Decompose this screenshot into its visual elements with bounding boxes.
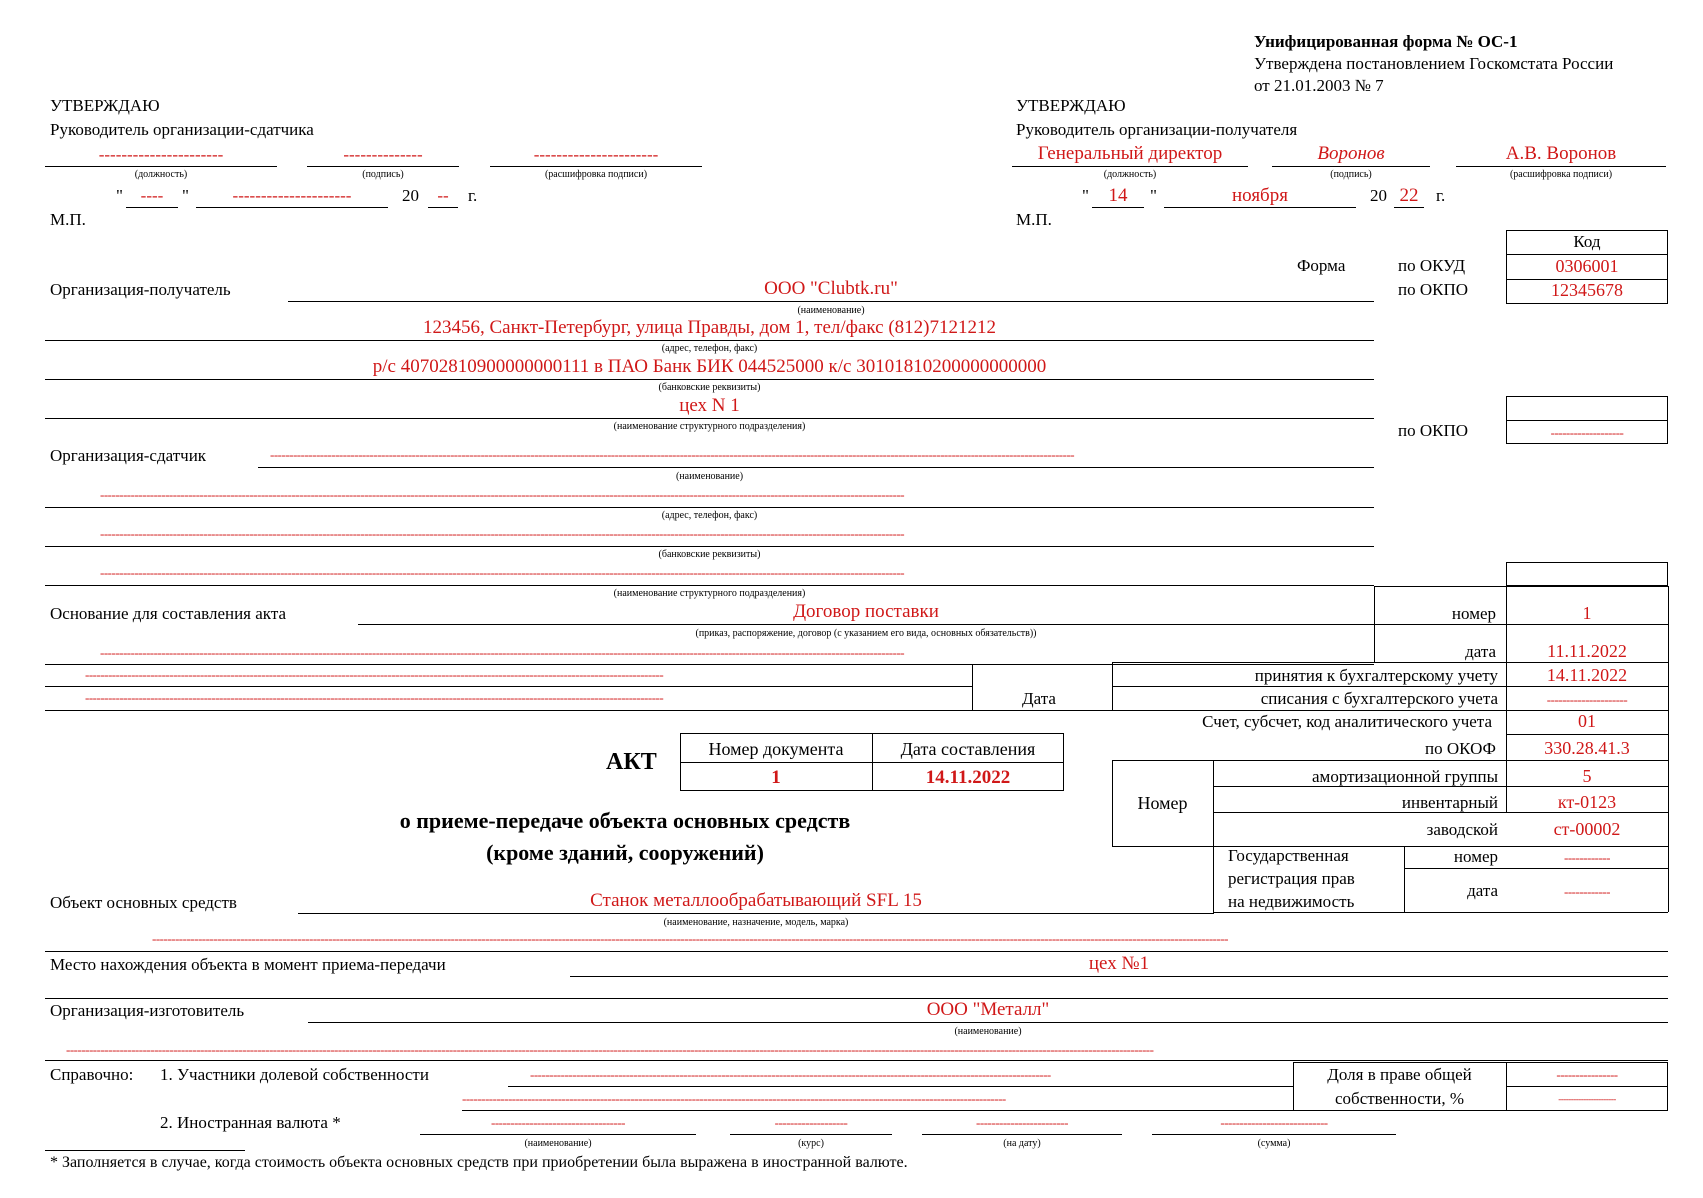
approve-right-position[interactable]: Генеральный директор [1037,143,1223,164]
okud-value[interactable]: 0306001 [1555,256,1619,276]
okpo-label: по ОКПО [1398,280,1469,299]
caption: (наименование) [797,305,865,316]
account-label: Счет, субсчет, код аналитического учета [1202,712,1492,731]
receiver-bank[interactable]: р/с 40702810900000000111 в ПАО Банк БИК 044525000 к/с 30101810200000000000 [372,356,1047,377]
okof-value[interactable]: 330.28.41.3 [1544,738,1630,758]
share-line-1: Доля в праве общей [1327,1065,1472,1084]
receiver-dept[interactable]: цех N 1 [679,395,740,416]
year-suffix: г. [1436,186,1446,205]
approve-right-cap-position: (должность) [1103,169,1157,180]
location-label: Место нахождения объекта в момент приема-передачи [50,955,446,974]
quote-close: " [1150,186,1157,205]
currency-name[interactable]: ----------------------------------- [490,1116,626,1130]
approve-left-title: УТВЕРЖДАЮ [50,96,160,115]
quote-close: " [182,186,189,205]
reference-item1-dash1[interactable]: ---------------------------------------------------------------------------------------------------------------------------------------- [530,1068,1051,1082]
approve-left-subtitle: Руководитель организации-сдатчика [50,120,314,139]
approve-left-month[interactable]: --------------------- [232,186,352,205]
act-title-1: о приеме-передаче объекта основных средств [399,808,851,833]
empty-code-cell [1506,562,1668,586]
caption: (наименование, назначение, модель, марка) [663,917,849,928]
approve-right-signature[interactable]: Воронов [1317,143,1385,164]
sender-label: Организация-сдатчик [50,446,207,465]
sender-bank[interactable]: ------------------------------------------------------------------------------------------------------------------------------------------------------------------------------------------------------------------ [100,527,905,541]
receiver-name[interactable]: ООО "Clubtk.ru" [764,278,898,299]
gos-date[interactable]: ------------ [1564,885,1610,899]
quote-open: " [116,186,123,205]
reference-label: Справочно: [50,1065,134,1084]
doc-date-label: Дата составления [900,739,1036,759]
writeoff-label: списания с бухгалтерского учета [1260,689,1498,708]
approve-left-position[interactable]: ---------------------- [98,145,224,164]
inv-value[interactable]: кт-0123 [1557,792,1617,812]
sender-name[interactable]: ------------------------------------------------------------------------------------------------------------------------------------------------------------------------------------------------------------------ [270,448,1075,462]
okpo2-label: по ОКПО [1398,421,1469,440]
amort-label: амортизационной группы [1312,767,1498,786]
doc-date[interactable]: 14.11.2022 [925,767,1011,788]
object-dash[interactable]: ----------------------------------------------------------------------------------------------------------------------------------------------------------------------------------------------------------------------------------------------------------------------------------------- [152,932,1228,946]
gos-date-label: дата [1467,881,1498,900]
approve-left-mp: М.П. [50,210,86,229]
location-value[interactable]: цех №1 [1088,953,1150,974]
maker-dash[interactable]: -------------------------------------------------------------------------------------------------------------------------------------------------------------------------------------------------------------------------------------------------------------------------------------------- [66,1043,1154,1057]
caption: (сумма) [1257,1138,1291,1149]
approve-left-year[interactable]: -- [437,186,449,205]
basis-dash-left-1[interactable]: ------------------------------------------------------------------------------------------------------------------------------------------------------- [85,668,664,682]
approve-right-month[interactable]: ноября [1232,185,1288,206]
okpo-value[interactable]: 12345678 [1551,280,1623,300]
currency-rate[interactable]: ------------------- [774,1116,848,1130]
caption: (курс) [798,1138,824,1149]
amort-value[interactable]: 5 [1582,766,1592,786]
caption: (наименование структурного подразделения) [613,421,806,432]
doc-num-label: Номер документа [708,739,844,759]
sender-address[interactable]: ------------------------------------------------------------------------------------------------------------------------------------------------------------------------------------------------------------------ [100,488,905,502]
caption: (банковские реквизиты) [658,382,761,393]
gosreg-line-3: на недвижимость [1228,892,1355,911]
caption: (адрес, телефон, факс) [661,343,758,354]
basis-number-label: номер [1451,604,1496,623]
approve-right-title: УТВЕРЖДАЮ [1016,96,1126,115]
okof-label: по ОКОФ [1425,739,1496,758]
caption: (банковские реквизиты) [658,549,761,560]
maker-label: Организация-изготовитель [50,1001,245,1020]
approve-right-decoding[interactable]: А.В. Воронов [1505,143,1617,164]
approve-left-decoding[interactable]: ---------------------- [533,145,659,164]
share-line-2: собственности, % [1335,1089,1464,1108]
approve-right-cap-decoding: (расшифровка подписи) [1509,169,1613,180]
approve-right-subtitle: Руководитель организации-получателя [1016,120,1298,139]
inv-label: инвентарный [1401,793,1498,812]
act-title-2: (кроме зданий, сооружений) [486,840,764,865]
basis-label: Основание для составления акта [50,604,287,623]
share-value-1[interactable]: ---------------- [1556,1068,1618,1082]
approved-line-2: от 21.01.2003 № 7 [1254,76,1384,95]
approved-line-1: Утверждена постановлением Госкомстата России [1254,54,1614,73]
okpo2-value[interactable]: ------------------- [1550,426,1624,440]
act-word: АКТ [606,749,657,775]
caption: (приказ, распоряжение, договор (с указанием его вида, основных обязательств)) [695,628,1037,639]
year-prefix: 20 [1370,186,1387,205]
object-label: Объект основных средств [50,893,237,912]
basis-number[interactable]: 1 [1582,603,1592,623]
reference-item-1: 1. Участники долевой собственности [160,1065,429,1084]
caption: (наименование) [524,1138,592,1149]
approve-left-cap-decoding: (расшифровка подписи) [544,169,648,180]
gosreg-line-1: Государственная [1228,846,1349,865]
basis-dash-left-2[interactable]: ------------------------------------------------------------------------------------------------------------------------------------------------------- [85,691,664,705]
accept-label: принятия к бухгалтерскому учету [1254,666,1498,685]
currency-sum[interactable]: ---------------------------- [1220,1116,1328,1130]
receiver-label: Организация-получатель [50,280,231,299]
basis-dash-row[interactable]: ------------------------------------------------------------------------------------------------------------------------------------------------------------------------------------------------------------------ [100,646,905,660]
receiver-address[interactable]: 123456, Санкт-Петербург, улица Правды, дом 1, тел/факс (812)7121212 [422,317,997,338]
gos-number[interactable]: ------------ [1564,851,1610,865]
caption: (наименование) [954,1026,1022,1037]
okud-label: по ОКУД [1398,256,1466,275]
caption: (наименование структурного подразделения) [613,588,806,599]
dates-label: Дата [1022,689,1056,708]
approve-right-year[interactable]: 22 [1399,185,1419,206]
accept-date[interactable]: 14.11.2022 [1546,665,1628,685]
maker-value[interactable]: ООО "Металл" [926,999,1050,1020]
factory-value[interactable]: ст-00002 [1553,819,1621,839]
basis-date[interactable]: 11.11.2022 [1547,641,1627,661]
basis-value[interactable]: Договор поставки [793,601,939,622]
approve-left-cap-position: (должность) [134,169,188,180]
approve-right-day[interactable]: 14 [1108,185,1128,206]
approve-left-signature[interactable]: -------------- [343,145,423,164]
gos-number-label: номер [1453,847,1498,866]
year-prefix: 20 [402,186,419,205]
caption: (на дату) [1003,1138,1041,1149]
caption: (наименование) [675,471,744,482]
approve-right-cap-signature: (подпись) [1330,169,1372,180]
writeoff-date[interactable]: --------------------- [1546,693,1628,707]
footnote: * Заполняется в случае, когда стоимость объекта основных средств при приобретении была выражена в иностранной валюте. [50,1154,908,1171]
caption: (адрес, телефон, факс) [661,510,758,521]
nomer-label: Номер [1137,793,1188,813]
reference-item1-dash2[interactable]: ---------------------------------------------------------------------------------------------------------------------------------------------- [462,1092,1006,1106]
factory-label: заводской [1426,820,1498,839]
codes-header: Код [1573,232,1601,251]
year-suffix: г. [468,186,478,205]
sender-dept[interactable]: ------------------------------------------------------------------------------------------------------------------------------------------------------------------------------------------------------------------ [100,566,905,580]
forma-label: Форма [1297,256,1346,275]
currency-date[interactable]: ------------------------ [976,1116,1068,1130]
account-value[interactable]: 01 [1578,711,1596,731]
approve-right-mp: М.П. [1016,210,1052,229]
gosreg-line-2: регистрация прав [1228,869,1355,888]
share-value-2[interactable]: ----------------------- [1558,1094,1616,1104]
basis-date-label: дата [1465,642,1496,661]
reference-item-2: 2. Иностранная валюта * [160,1113,341,1132]
approve-left-day[interactable]: ---- [140,186,164,205]
approve-left-cap-signature: (подпись) [362,169,404,180]
doc-num[interactable]: 1 [771,767,781,788]
object-value[interactable]: Станок металлообрабатывающий SFL 15 [590,890,922,911]
quote-open: " [1082,186,1089,205]
form-title: Унифицированная форма № ОС-1 [1254,32,1518,51]
